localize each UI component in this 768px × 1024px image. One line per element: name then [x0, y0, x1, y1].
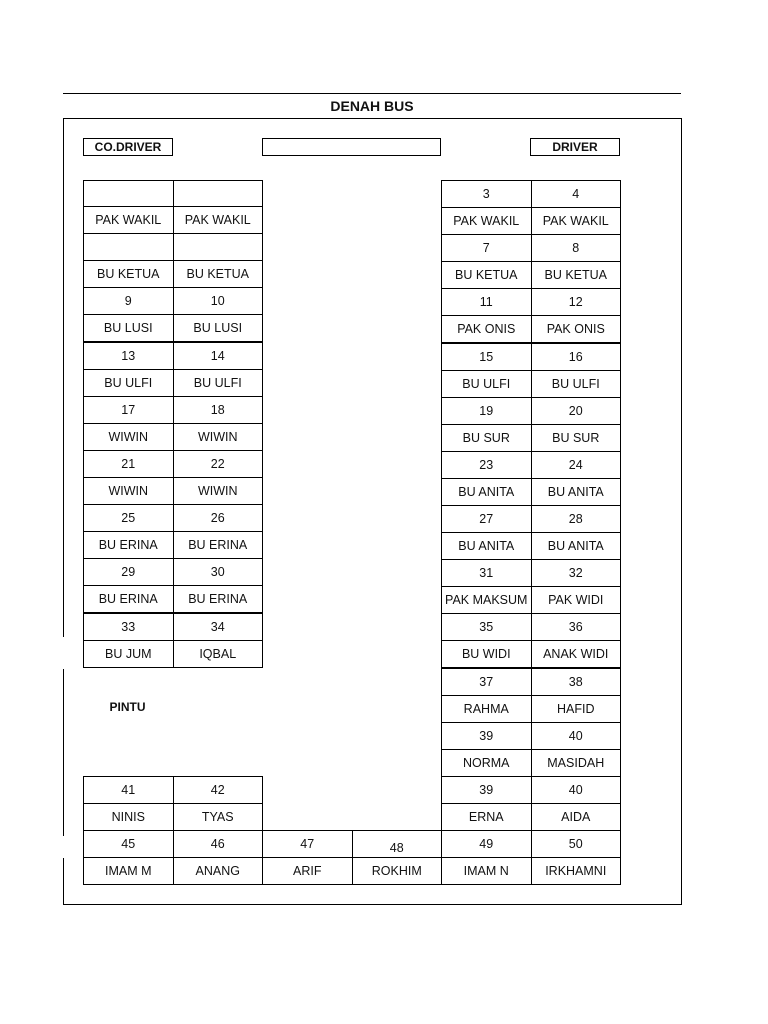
right-seat-r18-c1: 38	[531, 668, 622, 696]
frame-door-gap	[62, 637, 65, 669]
right-seat-r19-c0: RAHMA	[441, 695, 532, 723]
lower-left-seat-r0-c0: 41	[83, 776, 174, 804]
dashboard-box	[262, 138, 441, 156]
left-seat-r5-c0: BU LUSI	[83, 314, 174, 342]
left-seat-r13-c1: BU ERINA	[173, 531, 264, 559]
right-seat-r15-c0: PAK MAKSUM	[441, 586, 532, 614]
left-seat-r10-c1: 22	[173, 450, 264, 478]
right-seat-r20-c1: 40	[531, 722, 622, 750]
left-seat-r9-c0: WIWIN	[83, 423, 174, 451]
right-seat-r5-c1: PAK ONIS	[531, 315, 622, 343]
left-seat-r5-c1: BU LUSI	[173, 314, 264, 342]
back-seat-r0-c4: 49	[441, 830, 532, 858]
left-seat-r8-c0: 17	[83, 396, 174, 424]
right-seat-r0-c0: 3	[441, 180, 532, 208]
left-seat-r15-c0: BU ERINA	[83, 585, 174, 613]
right-seat-r6-c1: 16	[531, 343, 622, 371]
left-seat-r2-c0	[83, 233, 174, 261]
right-seat-r15-c1: PAK WIDI	[531, 586, 622, 614]
lower-left-seat-r1-c1: TYAS	[173, 803, 264, 831]
right-seat-r17-c0: BU WIDI	[441, 640, 532, 668]
right-seat-r0-c1: 4	[531, 180, 622, 208]
lower-left-seat-r1-c0: NINIS	[83, 803, 174, 831]
left-seat-r3-c1: BU KETUA	[173, 260, 264, 288]
left-seat-r0-c1	[173, 180, 264, 207]
right-seat-r7-c0: BU ULFI	[441, 370, 532, 398]
right-seat-r23-c1: AIDA	[531, 803, 622, 831]
left-seat-r6-c0: 13	[83, 342, 174, 370]
left-seat-r4-c0: 9	[83, 287, 174, 315]
left-seat-r9-c1: WIWIN	[173, 423, 264, 451]
right-seat-r12-c1: 28	[531, 505, 622, 533]
frame-back-gap	[62, 836, 65, 858]
back-seat-r1-c0: IMAM M	[83, 857, 174, 885]
left-seat-r6-c1: 14	[173, 342, 264, 370]
left-seat-r1-c1: PAK WAKIL	[173, 206, 264, 234]
right-seat-r18-c0: 37	[441, 668, 532, 696]
left-seat-r17-c1: IQBAL	[173, 640, 264, 668]
back-seat-r0-c3: 48	[352, 830, 443, 858]
right-seat-r1-c0: PAK WAKIL	[441, 207, 532, 235]
right-seat-r5-c0: PAK ONIS	[441, 315, 532, 343]
right-seat-r16-c0: 35	[441, 613, 532, 641]
right-seat-r11-c1: BU ANITA	[531, 478, 622, 506]
right-seat-r21-c1: MASIDAH	[531, 749, 622, 777]
left-seat-r4-c1: 10	[173, 287, 264, 315]
back-seat-r0-c1: 46	[173, 830, 264, 858]
left-seat-r7-c0: BU ULFI	[83, 369, 174, 397]
driver-box: DRIVER	[530, 138, 620, 156]
left-seat-r1-c0: PAK WAKIL	[83, 206, 174, 234]
left-seat-r8-c1: 18	[173, 396, 264, 424]
right-seat-r20-c0: 39	[441, 722, 532, 750]
right-seat-r13-c1: BU ANITA	[531, 532, 622, 560]
right-seat-r8-c0: 19	[441, 397, 532, 425]
left-seat-r12-c1: 26	[173, 504, 264, 532]
right-seat-r8-c1: 20	[531, 397, 622, 425]
right-seat-r10-c0: 23	[441, 451, 532, 479]
right-seat-r9-c0: BU SUR	[441, 424, 532, 452]
page-title: DENAH BUS	[330, 98, 414, 114]
left-seat-r11-c1: WIWIN	[173, 477, 264, 505]
lower-left-seat-r0-c1: 42	[173, 776, 264, 804]
left-seat-r14-c0: 29	[83, 558, 174, 586]
right-seat-r22-c1: 40	[531, 776, 622, 804]
right-seat-r3-c1: BU KETUA	[531, 261, 622, 289]
back-seat-r1-c5: IRKHAMNI	[531, 857, 622, 885]
right-seat-r7-c1: BU ULFI	[531, 370, 622, 398]
back-seat-r1-c1: ANANG	[173, 857, 264, 885]
left-seat-r16-c0: 33	[83, 613, 174, 641]
right-seat-r14-c0: 31	[441, 559, 532, 587]
door-label: PINTU	[109, 700, 146, 714]
left-seat-r12-c0: 25	[83, 504, 174, 532]
right-seat-r10-c1: 24	[531, 451, 622, 479]
right-seat-r16-c1: 36	[531, 613, 622, 641]
right-seat-r4-c1: 12	[531, 288, 622, 316]
left-seat-r16-c1: 34	[173, 613, 264, 641]
back-seat-r1-c4: IMAM N	[441, 857, 532, 885]
right-seat-r12-c0: 27	[441, 505, 532, 533]
left-seat-r7-c1: BU ULFI	[173, 369, 264, 397]
back-seat-r0-c0: 45	[83, 830, 174, 858]
right-seat-r17-c1: ANAK WIDI	[531, 640, 622, 668]
back-seat-r1-c3: ROKHIM	[352, 857, 443, 885]
right-seat-r6-c0: 15	[441, 343, 532, 371]
back-seat-r1-c2: ARIF	[262, 857, 353, 885]
left-seat-r10-c0: 21	[83, 450, 174, 478]
right-seat-r23-c0: ERNA	[441, 803, 532, 831]
right-seat-r4-c0: 11	[441, 288, 532, 316]
right-seat-r22-c0: 39	[441, 776, 532, 804]
right-seat-r13-c0: BU ANITA	[441, 532, 532, 560]
left-seat-r3-c0: BU KETUA	[83, 260, 174, 288]
right-seat-r19-c1: HAFID	[531, 695, 622, 723]
co-driver-box: CO.DRIVER	[83, 138, 173, 156]
right-seat-r1-c1: PAK WAKIL	[531, 207, 622, 235]
left-seat-r15-c1: BU ERINA	[173, 585, 264, 613]
left-seat-r13-c0: BU ERINA	[83, 531, 174, 559]
left-seat-r2-c1	[173, 233, 264, 261]
right-seat-r2-c0: 7	[441, 234, 532, 262]
left-seat-r14-c1: 30	[173, 558, 264, 586]
right-seat-r2-c1: 8	[531, 234, 622, 262]
back-seat-r0-c2: 47	[262, 830, 353, 858]
right-seat-r21-c0: NORMA	[441, 749, 532, 777]
right-seat-r11-c0: BU ANITA	[441, 478, 532, 506]
top-rule	[63, 93, 681, 94]
left-seat-r0-c0	[83, 180, 174, 207]
right-seat-r9-c1: BU SUR	[531, 424, 622, 452]
left-seat-r17-c0: BU JUM	[83, 640, 174, 668]
left-seat-r11-c0: WIWIN	[83, 477, 174, 505]
right-seat-r14-c1: 32	[531, 559, 622, 587]
right-seat-r3-c0: BU KETUA	[441, 261, 532, 289]
back-seat-r0-c5: 50	[531, 830, 622, 858]
